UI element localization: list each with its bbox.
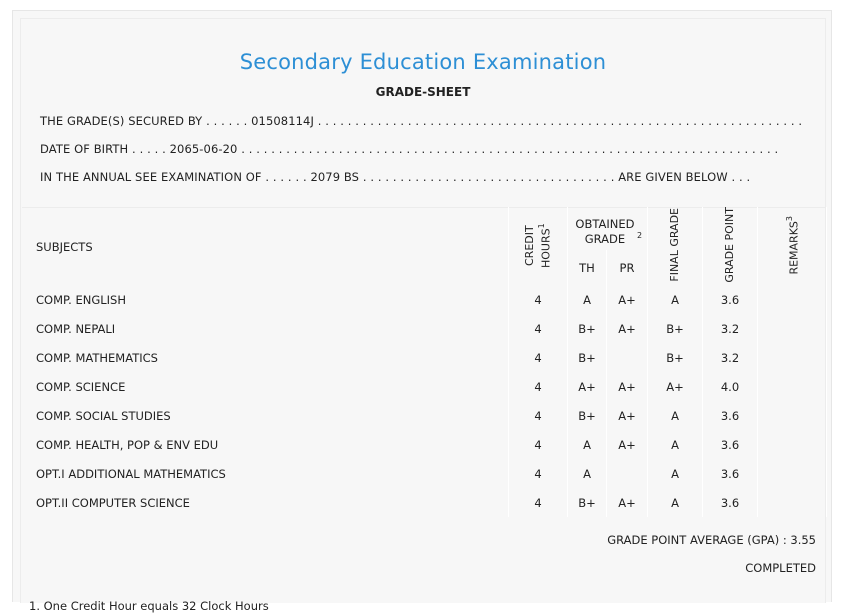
grade-point-cell: 3.6	[703, 401, 758, 430]
final-grade-cell: A	[648, 401, 703, 430]
obtained-grade-header: OBTAINED GRADE $^2$	[568, 208, 648, 251]
final-grade-cell: A	[648, 459, 703, 488]
remarks-cell	[758, 372, 827, 401]
grade-point-header: GRADE POINT	[703, 208, 758, 286]
subject-cell: COMP. HEALTH, POP & ENV EDU	[22, 430, 509, 459]
pr-grade-cell: A+	[607, 314, 648, 343]
remarks-cell	[758, 401, 827, 430]
table-row	[22, 459, 827, 488]
subject-cell: OPT.II COMPUTER SCIENCE	[22, 488, 509, 517]
remarks-cell	[758, 314, 827, 343]
subject-cell: COMP. ENGLISH	[22, 285, 509, 314]
credit-hours-cell: 4	[509, 343, 568, 372]
pr-grade-cell: A+	[607, 285, 648, 314]
table-row	[22, 372, 827, 401]
th-grade-cell: A	[568, 285, 607, 314]
grade-point-cell: 3.6	[703, 430, 758, 459]
final-grade-header: FINAL GRADE	[648, 208, 703, 286]
pr-grade-cell: A+	[607, 372, 648, 401]
credit-hours-cell: 4	[509, 488, 568, 517]
table-row	[22, 285, 827, 314]
pr-grade-cell	[607, 343, 648, 372]
remarks-header: REMARKS$^3$	[758, 208, 827, 286]
grade-point-cell: 3.2	[703, 314, 758, 343]
remarks-cell	[758, 430, 827, 459]
footnote: 1. One Credit Hour equals 32 Clock Hours	[29, 599, 269, 613]
final-grade-cell: A	[648, 488, 703, 517]
remarks-cell	[758, 459, 827, 488]
result-status: COMPLETED	[745, 561, 816, 575]
credit-hours-header: CREDIT HOURS$^1$	[509, 208, 568, 286]
remarks-cell	[758, 285, 827, 314]
grade-point-cell: 3.6	[703, 459, 758, 488]
pr-grade-cell	[607, 459, 648, 488]
final-grade-cell: B+	[648, 314, 703, 343]
subject-cell: COMP. SOCIAL STUDIES	[22, 401, 509, 430]
th-grade-cell: B+	[568, 401, 607, 430]
subject-cell: COMP. SCIENCE	[22, 372, 509, 401]
page-subtitle: GRADE-SHEET	[375, 85, 471, 99]
pr-grade-cell: A+	[607, 430, 648, 459]
th-grade-cell: B+	[568, 488, 607, 517]
remarks-cell	[758, 343, 827, 372]
th-header: TH	[568, 250, 607, 285]
credit-hours-cell: 4	[509, 285, 568, 314]
th-grade-cell: B+	[568, 343, 607, 372]
table-row	[22, 401, 827, 430]
credit-hours-cell: 4	[509, 459, 568, 488]
table-row	[22, 314, 827, 343]
secured-by-line: THE GRADE(S) SECURED BY . . . . . . 01508114J . . . . . . . . . . . . . . . . . . . . . . . . . . . . . . . . . . . . . . . . . . . . . . . . . . . . . . . . . . . . . . . . .	[40, 114, 803, 128]
grade-point-cell: 3.6	[703, 488, 758, 517]
page-title: Secondary Education Examination	[239, 50, 607, 74]
grade-point-cell: 3.6	[703, 285, 758, 314]
gpa-value: GRADE POINT AVERAGE (GPA) : 3.55	[607, 533, 816, 547]
th-grade-cell: A	[568, 459, 607, 488]
final-grade-cell: B+	[648, 343, 703, 372]
credit-hours-cell: 4	[509, 314, 568, 343]
credit-hours-cell: 4	[509, 430, 568, 459]
subject-cell: OPT.I ADDITIONAL MATHEMATICS	[22, 459, 509, 488]
grade-point-cell: 4.0	[703, 372, 758, 401]
pr-grade-cell: A+	[607, 488, 648, 517]
remarks-cell	[758, 488, 827, 517]
final-grade-cell: A+	[648, 372, 703, 401]
credit-hours-cell: 4	[509, 372, 568, 401]
credit-hours-cell: 4	[509, 401, 568, 430]
grades-table	[22, 207, 827, 517]
table-row	[22, 343, 827, 372]
grade-sheet	[12, 10, 832, 613]
final-grade-cell: A	[648, 430, 703, 459]
th-grade-cell: A+	[568, 372, 607, 401]
subject-cell: COMP. MATHEMATICS	[22, 343, 509, 372]
th-grade-cell: B+	[568, 314, 607, 343]
table-row	[22, 488, 827, 517]
grade-point-cell: 3.2	[703, 343, 758, 372]
pr-header: PR	[607, 250, 648, 285]
pr-grade-cell: A+	[607, 401, 648, 430]
subjects-header: SUBJECTS	[22, 208, 509, 286]
th-grade-cell: A	[568, 430, 607, 459]
final-grade-cell: A	[648, 285, 703, 314]
exam-line: IN THE ANNUAL SEE EXAMINATION OF . . . . . . 2079 BS . . . . . . . . . . . . . . . . . . . . . . . . . . . . . . . . . . ARE GIVEN BELOW . . .	[40, 170, 751, 184]
table-row	[22, 430, 827, 459]
subject-cell: COMP. NEPALI	[22, 314, 509, 343]
date-of-birth-line: DATE OF BIRTH . . . . . 2065-06-20 . . . . . . . . . . . . . . . . . . . . . . . . . . . . . . . . . . . . . . . . . . . . . . . . . . . . . . . . . . . . . . . . . . . . . . . .	[40, 142, 779, 156]
